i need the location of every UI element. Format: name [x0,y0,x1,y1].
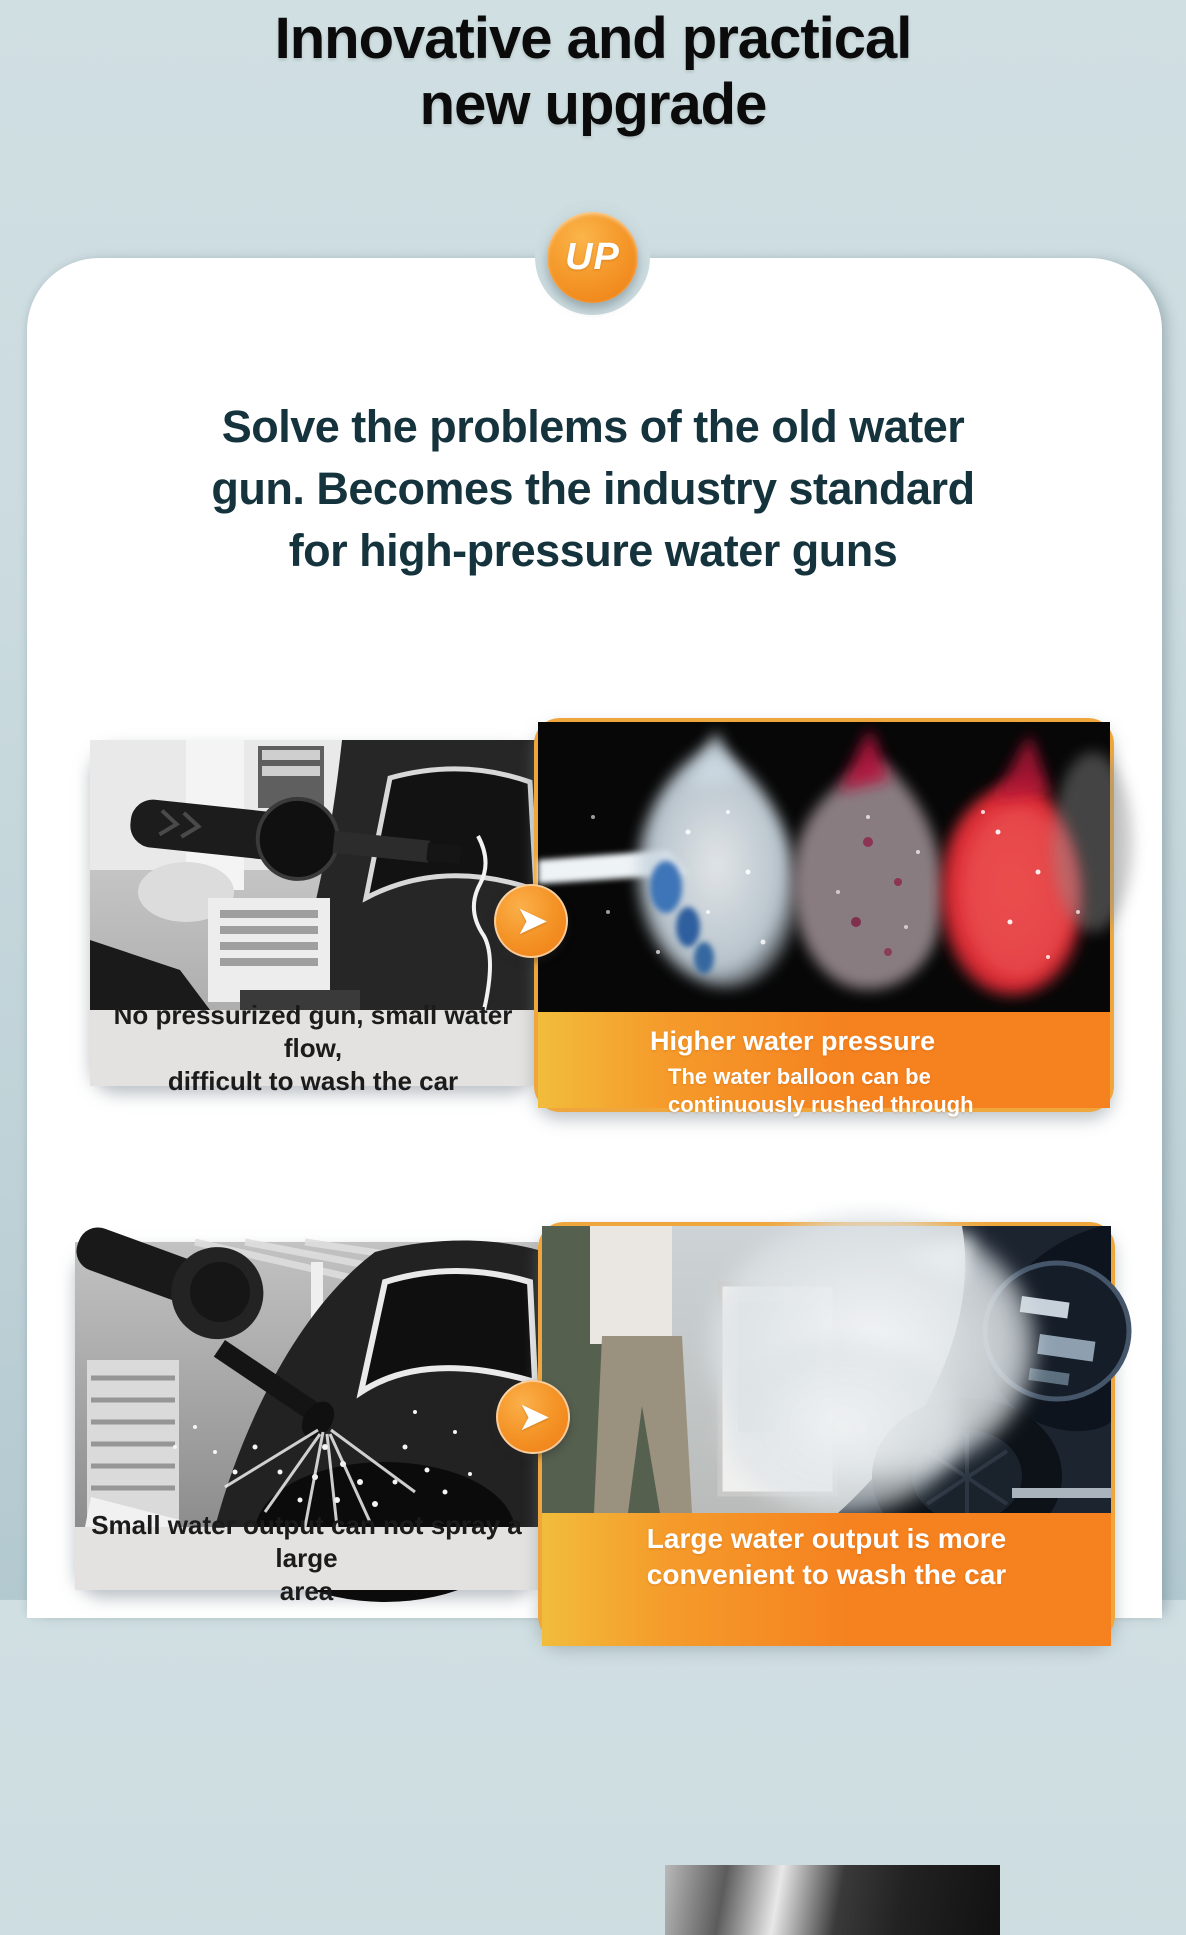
small-output-spray-photo [75,1242,538,1527]
old-gun-small-flow-photo [90,740,536,1010]
next-section-photo-fragment [665,1865,1000,1935]
row2-before-caption-line2: area [279,1576,334,1606]
page-title-line2: new upgrade [419,72,767,137]
upgrade-arrow-icon [496,1380,570,1454]
row1-after-card [534,718,1114,1117]
upgrade-badge-label: UP [565,236,620,278]
intro-heading [0,396,1186,582]
row1-after-description: The water balloon can be continuously rushed through [668,1064,974,1117]
row1-after-footer [538,1012,1110,1117]
row2-after-caption-line1: Large water output is more [646,1523,1007,1554]
row2-after-caption [542,1521,1111,1593]
intro-heading-line2: gun. Becomes the industry standard [211,463,975,514]
upgrade-arrow-icon [494,884,568,958]
large-output-car-wash-photo [542,1226,1111,1513]
row2-before-caption [75,1510,538,1606]
row2-before-caption-line1: Small water output can not spray a large [91,1510,522,1573]
row1-before-caption-line2: difficult to wash the car [167,1065,459,1096]
row2-after-caption-line2: convenient to wash the car [646,1559,1007,1590]
arrow-glyph: ➤ [515,899,549,943]
row2-before-card [75,1242,538,1606]
water-balloons-burst-photo [538,722,1110,1012]
row1-before-card [90,740,536,1096]
row1-before-caption [90,999,536,1096]
row1-before-caption-line1: No pressurized gun, small water flow, [113,999,513,1063]
row2-after-footer [542,1513,1111,1646]
row2-after-card [538,1222,1115,1642]
page-title [0,6,1186,138]
upgrade-badge [547,212,638,303]
row1-after-title: Higher water pressure [650,1026,936,1056]
page-title-line1: Innovative and practical [274,6,912,71]
intro-heading-line1: Solve the problems of the old water [221,401,965,452]
intro-heading-line3: for high-pressure water guns [288,525,898,576]
arrow-glyph: ➤ [517,1395,551,1439]
